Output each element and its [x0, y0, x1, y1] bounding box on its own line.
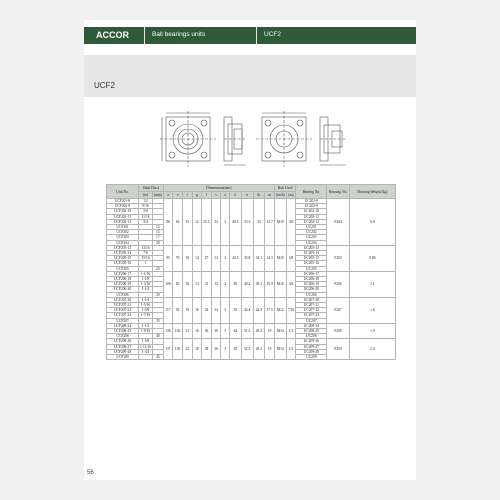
spec-table: [106, 184, 396, 360]
housing-weight-header: Housing Weight (kg): [349, 185, 395, 199]
dim-header: s: [211, 192, 221, 199]
unit-no-cell: UCF207-22: [107, 308, 139, 313]
dim-header: m: [265, 192, 275, 199]
front-view-drawing-2: [256, 111, 312, 167]
unit-no-cell: UCF209-28: [107, 349, 139, 354]
bearing-no-cell: UC206-19: [296, 282, 327, 287]
series-title: UCF2: [264, 31, 281, 38]
dimension-cell: 12: [211, 245, 221, 271]
bearing-no-cell: UC203-11: [296, 214, 327, 219]
shaft-inch-cell: [139, 355, 153, 360]
shaft-mm-cell: 25: [153, 266, 164, 271]
unit-no-cell: UCF203: [107, 235, 139, 240]
unit-no-cell: UCF207: [107, 318, 139, 323]
dimension-cell: 3/8: [286, 271, 296, 297]
dimension-cell: M10: [274, 245, 286, 271]
housing-weight-cell: 2.4: [349, 339, 395, 360]
table-row: [107, 271, 396, 276]
dimension-cell: M14: [274, 339, 286, 360]
housing-no-cell: F209: [327, 339, 349, 360]
bolt-used-header: Bolt Used: [274, 185, 295, 192]
unit-no-cell: UCF201-8: [107, 199, 139, 204]
page-number: 56: [87, 470, 94, 476]
shaft-inch-cell: 1-3/4: [139, 349, 153, 354]
dimension-cell: 1/2: [286, 323, 296, 339]
dimension-cell: 27: [202, 245, 212, 271]
housing-weight-cell: 1.9: [349, 323, 395, 339]
bearing-no-cell: UC201-8: [296, 199, 327, 204]
shaft-inch-cell: 1-5/16: [139, 303, 153, 308]
section-box: [84, 55, 416, 97]
dimension-cell: 105: [173, 339, 183, 360]
shaft-inch-cell: 7/8: [139, 251, 153, 256]
dimension-cell: 17.5: [265, 297, 275, 323]
bearing-no-cell: UC205-14: [296, 251, 327, 256]
bearing-no-cell: UC202-10: [296, 209, 327, 214]
unit-no-cell: UCF206-20: [107, 287, 139, 292]
shaft-mm-cell: 17: [153, 235, 164, 240]
dimension-cell: 34.1: [253, 245, 265, 271]
dimension-cell: M14: [274, 323, 286, 339]
dimension-cell: 62: [229, 323, 241, 339]
dim-header: bi: [253, 192, 265, 199]
dimension-cell: 3: [221, 339, 230, 360]
dimension-cell: 108: [163, 271, 173, 297]
shaft-inch-cell: 1-3/16: [139, 282, 153, 287]
shaft-inch-cell: 9/16: [139, 204, 153, 209]
dimensions-header: Dimensions(mm): [163, 185, 274, 192]
bearing-no-cell: UC203: [296, 235, 327, 240]
dimension-cell: 137: [163, 339, 173, 360]
housing-weight-cell: 0.6: [349, 199, 395, 246]
dimension-cell: 14: [192, 245, 202, 271]
unit-no-cell: UCF208: [107, 334, 139, 339]
shaft-inch-cell: 1-7/16: [139, 313, 153, 318]
dimension-cell: 49: [229, 271, 241, 297]
unit-no-cell: UCF205-15: [107, 256, 139, 261]
housing-weight-cell: 1.1: [349, 271, 395, 297]
unit-no-cell: UCF209: [107, 355, 139, 360]
unit-no-cell: UCF205-14: [107, 251, 139, 256]
inch-header: (in): [139, 192, 153, 199]
bearing-no-cell: UC201: [296, 225, 327, 230]
shaft-inch-cell: 1-11/16: [140, 344, 152, 349]
dimension-cell: 16: [211, 339, 221, 360]
unit-no-cell: UCF209-27: [107, 344, 139, 349]
spec-table-body: [107, 199, 396, 360]
dimension-cell: 130: [163, 323, 173, 339]
bearing-no-cell: UC209-28: [296, 349, 327, 354]
shaft-inch-cell: 1-5/8: [139, 339, 153, 344]
bearing-no-cell: UC207-21: [296, 303, 327, 308]
bearing-no-cell: UC206-17: [296, 271, 327, 276]
dimension-cell: 33.3: [241, 199, 253, 246]
bearing-no-cell: UC205-15: [296, 256, 327, 261]
dimension-cell: 3/8: [286, 245, 296, 271]
unit-no-cell: UCF202-9: [107, 204, 139, 209]
shaft-inch-cell: 1-3/8: [139, 308, 153, 313]
mm-header: (mm): [153, 193, 162, 197]
bearing-no-cell: UC202-9: [296, 204, 327, 209]
dimension-cell: 92: [173, 297, 183, 323]
dimension-cell: 16: [192, 323, 202, 339]
shaft-inch-cell: 1-1/2: [139, 323, 153, 328]
bearing-no-cell: UC205-13: [296, 245, 327, 250]
dimension-cell: 33: [253, 199, 265, 246]
dimension-cell: 40.5: [229, 199, 241, 246]
shaft-mm-cell: 15: [153, 230, 164, 235]
unit-no-cell: UCF207-20: [107, 297, 139, 302]
shaft-mm-cell: 45: [153, 355, 164, 360]
dimension-cell: 25.5: [202, 199, 212, 246]
dimension-cell: 86: [163, 199, 173, 246]
housing-no-header: Housing No.: [327, 185, 349, 199]
dimension-cell: 49.2: [253, 339, 265, 360]
unit-no-cell: UCF206-19: [107, 282, 139, 287]
side-view-drawing-2: [320, 117, 346, 165]
bearing-no-cell: UC206-18: [296, 277, 327, 282]
unit-no-cell: UCF208-24: [107, 323, 139, 328]
bearing-no-cell: UC209-26: [296, 339, 327, 344]
unit-no-cell: UCF204-12: [107, 219, 139, 224]
category-title: Ball bearings units: [152, 31, 206, 38]
unit-no-header: Unit No.: [107, 185, 139, 199]
unit-no-cell: UCF202-10: [107, 209, 139, 214]
dimension-cell: 44.4: [241, 297, 253, 323]
dimension-cell: 14: [192, 271, 202, 297]
shaft-dia-header: Shaft Dia.d: [139, 185, 164, 192]
shaft-inch-cell: 1-9/16: [139, 329, 153, 334]
dimension-cell: 19: [265, 323, 275, 339]
dimension-cell: 40.2: [241, 271, 253, 297]
dimension-cell: 65: [229, 339, 241, 360]
shaft-inch-cell: 1: [139, 261, 153, 266]
dimension-cell: 51.2: [241, 323, 253, 339]
bearing-no-cell: UC208-24: [296, 323, 327, 328]
dimension-cell: 64: [173, 199, 183, 246]
housing-no-cell: F208: [327, 323, 349, 339]
shaft-mm-cell: 20: [153, 240, 164, 245]
catalog-page: [84, 20, 416, 480]
brand-name: ACCOR: [96, 30, 129, 40]
header-divider: [144, 27, 145, 44]
dim-header: g: [192, 192, 202, 199]
shaft-inch-cell: 13/16: [139, 245, 153, 250]
dimension-cell: 35.8: [241, 245, 253, 271]
housing-no-cell: F204: [327, 199, 349, 246]
shaft-inch-cell: 1-1/16: [139, 271, 153, 276]
dim-header: i: [182, 192, 192, 199]
bearing-no-cell: UC207: [296, 318, 327, 323]
dimension-cell: 2: [221, 199, 230, 246]
bearing-no-cell: UC207-23: [296, 313, 327, 318]
dimension-cell: 44.5: [229, 245, 241, 271]
header-band: [84, 27, 416, 44]
dimension-cell: 16: [211, 323, 221, 339]
bearing-no-cell: UC207-20: [296, 297, 327, 302]
dimension-cell: 3: [221, 323, 230, 339]
dimension-cell: 55: [229, 297, 241, 323]
unit-no-cell: UCF205-13: [107, 245, 139, 250]
bearing-no-cell: UC205: [296, 266, 327, 271]
dimension-cell: 18: [192, 339, 202, 360]
unit-no-cell: UCF201: [107, 225, 139, 230]
front-view-drawing: [160, 111, 216, 167]
housing-weight-cell: 1.6: [349, 297, 395, 323]
dim-header: l: [202, 192, 212, 199]
dimension-cell: 1/2: [286, 339, 296, 360]
dimension-cell: 2: [221, 245, 230, 271]
section-title: UCF2: [94, 81, 115, 90]
shaft-inch-cell: 15/16: [139, 256, 153, 261]
dim-header: a: [163, 192, 173, 199]
shaft-mm-cell: 30: [153, 292, 164, 297]
side-view-drawing: [224, 117, 246, 165]
unit-no-cell: UCF203-11: [107, 214, 139, 219]
dimension-cell: M10: [274, 199, 286, 246]
dimension-cell: 18: [182, 271, 192, 297]
bearing-no-cell: UC208: [296, 334, 327, 339]
dimension-cell: 102: [173, 323, 183, 339]
shaft-inch-cell: 5/8: [139, 209, 153, 214]
bearing-no-cell: UC202: [296, 230, 327, 235]
dimension-cell: 52.2: [241, 339, 253, 360]
unit-no-cell: UCF206: [107, 292, 139, 297]
unit-no-cell: UCF207-23: [107, 313, 139, 318]
technical-drawings: [154, 107, 354, 172]
dimension-cell: 14.3: [265, 245, 275, 271]
unit-no-cell: UCF206-18: [107, 277, 139, 282]
dimension-cell: 95: [163, 245, 173, 271]
dimension-cell: 83: [173, 271, 183, 297]
shaft-inch-cell: 1-1/4: [139, 297, 153, 302]
shaft-mm-cell: 12: [153, 225, 164, 230]
dimension-cell: M12: [274, 297, 286, 323]
bolt-in-header: (inch): [276, 193, 285, 197]
dimension-cell: 16: [182, 245, 192, 271]
unit-no-cell: UCF205-16: [107, 261, 139, 266]
bearing-no-cell: UC206: [296, 292, 327, 297]
shaft-inch-cell: 1-1/8: [139, 277, 153, 282]
dimension-cell: 42.9: [253, 297, 265, 323]
shaft-inch-cell: 1/2: [139, 199, 153, 204]
bearing-no-header: Bearing No.: [296, 185, 327, 199]
dimension-cell: 34: [202, 297, 212, 323]
housing-no-cell: F207: [327, 297, 349, 323]
unit-no-cell: UCF202: [107, 230, 139, 235]
dimension-cell: 38.1: [253, 271, 265, 297]
bearing-no-cell: UC206-20: [296, 287, 327, 292]
bearing-no-cell: UC207-22: [296, 308, 327, 313]
shaft-inch-cell: 1-1/4: [139, 287, 153, 292]
unit-no-cell: UCF208-25: [107, 329, 139, 334]
dimension-cell: 70: [173, 245, 183, 271]
dimension-cell: 3/8: [286, 199, 296, 246]
header-divider: [256, 27, 257, 44]
dimension-cell: 38: [202, 339, 212, 360]
dimension-cell: 14: [211, 297, 221, 323]
dimension-cell: 2: [221, 271, 230, 297]
dimension-cell: 19: [182, 297, 192, 323]
dimension-cell: 12: [192, 199, 202, 246]
dim-header: e: [173, 192, 183, 199]
bearing-no-cell: UC204: [296, 240, 327, 245]
bearing-no-cell: UC209-27: [296, 344, 327, 349]
dimension-cell: 16: [192, 297, 202, 323]
bearing-no-cell: UC204-12: [296, 219, 327, 224]
dimension-cell: 19: [265, 339, 275, 360]
unit-no-cell: UCF209-26: [107, 339, 139, 344]
dimension-cell: 31: [202, 271, 212, 297]
dimension-cell: 15.9: [265, 271, 275, 297]
dimension-cell: M10: [274, 271, 286, 297]
shaft-inch-cell: 11/16: [139, 214, 153, 219]
dimension-cell: 12.7: [265, 199, 275, 246]
bearing-no-cell: UC209: [296, 355, 327, 360]
dimension-cell: 15: [182, 199, 192, 246]
shaft-mm-cell: 35: [153, 318, 164, 323]
dimension-cell: 12: [211, 199, 221, 246]
dimension-cell: 12: [211, 271, 221, 297]
housing-weight-cell: 0.86: [349, 245, 395, 271]
bolt-mm-header: (m): [286, 192, 296, 199]
bearing-no-cell: UC208-25: [296, 329, 327, 334]
housing-no-cell: F205: [327, 245, 349, 271]
dim-header: b: [229, 192, 241, 199]
dim-header: z: [221, 192, 230, 199]
unit-no-cell: UCF206-17: [107, 271, 139, 276]
dimension-cell: 21: [182, 323, 192, 339]
unit-no-cell: UCF204: [107, 240, 139, 245]
unit-no-cell: UCF205: [107, 266, 139, 271]
dimension-cell: 7/16: [286, 297, 296, 323]
dimension-cell: 117: [163, 297, 173, 323]
shaft-mm-cell: 40: [153, 334, 164, 339]
shaft-inch-cell: 3/4: [139, 219, 153, 224]
table-row: [107, 245, 396, 250]
dim-header: n: [241, 192, 253, 199]
dimension-cell: 49.2: [253, 323, 265, 339]
housing-no-cell: F206: [327, 271, 349, 297]
unit-no-cell: UCF207-21: [107, 303, 139, 308]
bearing-no-cell: UC205-16: [296, 261, 327, 266]
dimension-cell: 3: [221, 297, 230, 323]
dimension-cell: 22: [182, 339, 192, 360]
dimension-cell: 36: [202, 323, 212, 339]
